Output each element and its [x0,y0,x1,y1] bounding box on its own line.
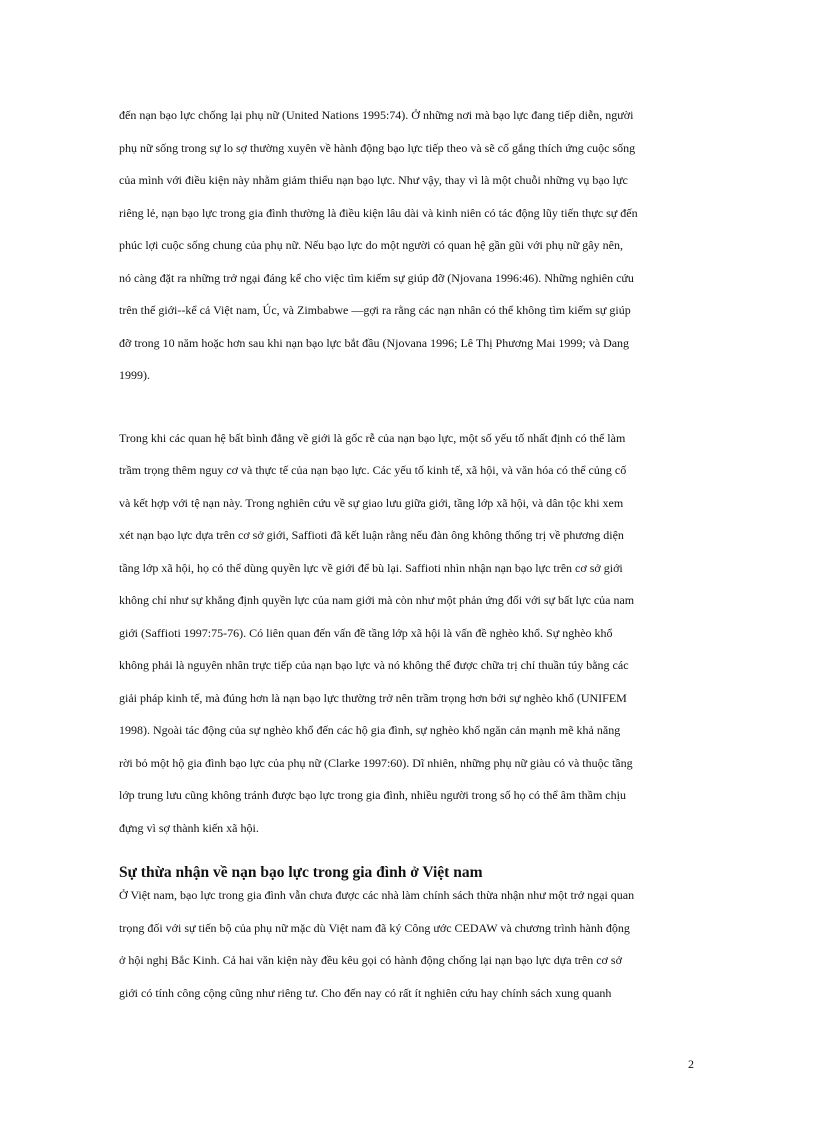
section-heading: Sự thừa nhận về nạn bạo lực trong gia đình ở Việt nam [119,864,483,881]
paragraph-1-line-1: đến nạn bạo lực chống lại phụ nữ (United Nations 1995:74). Ở những nơi mà bạo lực đang tiếp diễn, người [119,108,634,122]
paragraph-2-line-2: trầm trọng thêm nguy cơ và thực tế của nạn bạo lực. Các yếu tố kinh tế, xã hội, và văn hóa có thể củng cố [119,463,627,477]
paragraph-2-line-1: Trong khi các quan hệ bất bình đẳng về giới là gốc rễ của nạn bạo lực, một số yếu tố nhất định có thể làm [119,431,626,445]
paragraph-1-line-7: trên thế giới--kể cả Việt nam, Úc, và Zimbabwe —gợi ra rằng các nạn nhân có thể không tìm kiếm sự giúp [119,303,631,317]
paragraph-2-line-3: và kết hợp với tệ nạn này. Trong nghiên cứu về sự giao lưu giữa giới, tầng lớp xã hội, và dân tộc khi xem [119,496,624,510]
paragraph-2-line-10: 1998). Ngoài tác động của sự nghèo khổ đến các hộ gia đình, sự nghèo khổ ngăn cản mạnh mẽ khả năng [119,723,621,737]
paragraph-1-line-2: phụ nữ sống trong sự lo sợ thường xuyên về hành động bạo lực tiếp theo và sẽ cố gắng thích ứng cuộc sống [119,141,636,155]
paragraph-1-line-4: riêng lẻ, nạn bạo lực trong gia đình thường là điều kiện lâu dài và kinh niên có tác động lũy tiến thực sự đến [119,206,638,220]
paragraph-1-line-3: của mình với điều kiện này nhằm giảm thiểu nạn bạo lực. Như vậy, thay vì là một chuỗi những vụ bạo lực [119,173,628,187]
paragraph-2-line-9: giải pháp kinh tế, mà đúng hơn là nạn bạo lực thường trở nên trầm trọng hơn bởi sự nghèo khổ (UNIFEM [119,691,627,705]
paragraph-3-line-2: trọng đối với sự tiến bộ của phụ nữ mặc dù Việt nam đã ký Công ước CEDAW và chương trình hành động [119,921,630,935]
paragraph-1-line-5: phúc lợi cuộc sống chung của phụ nữ. Nếu bạo lực do một người có quan hệ gần gũi với phụ nữ gây nên, [119,238,623,252]
paragraph-2-line-12: lớp trung lưu cũng không tránh được bạo lực trong gia đình, nhiều người trong số họ có thể âm thầm chịu [119,788,626,802]
paragraph-2-line-8: không phải là nguyên nhân trực tiếp của nạn bạo lực và nó không thể được chữa trị chỉ thuần túy bằng các [119,658,629,672]
paragraph-2-line-11: rời bỏ một hộ gia đình bạo lực của phụ nữ (Clarke 1997:60). Dĩ nhiên, những phụ nữ giàu có và thuộc tầng [119,756,633,770]
paragraph-3-line-1: Ở Việt nam, bạo lực trong gia đình vẫn chưa được các nhà làm chính sách thừa nhận như một trở ngại quan [119,888,635,902]
page-number: 2 [688,1057,694,1071]
paragraph-2-line-5: tầng lớp xã hội, họ có thể dùng quyền lực về giới để bù lại. Saffioti nhìn nhận nạn bạo lực trên cơ sở giới [119,561,623,575]
paragraph-3-line-3: ở hội nghị Bắc Kinh. Cả hai văn kiện này đều kêu gọi có hành động chống lại nạn bạo lực dựa trên cơ sở [119,953,622,967]
paragraph-1-line-9: 1999). [119,368,150,382]
paragraph-1-line-8: đỡ trong 10 năm hoặc hơn sau khi nạn bạo lực bắt đầu (Njovana 1996; Lê Thị Phương Mai 1999; và Dang [119,336,630,350]
paragraph-3-line-4: giới có tính công cộng cũng như riêng tư. Cho đến nay có rất ít nghiên cứu hay chính sách xung quanh [119,986,612,1000]
paragraph-1-line-6: nó càng đặt ra những trở ngại đáng kể cho việc tìm kiếm sự giúp đỡ (Njovana 1996:46). Những nghiên cứu [119,271,634,285]
paragraph-2-line-13: đựng vì sợ thành kiến xã hội. [119,821,259,835]
paragraph-2-line-6: không chỉ như sự khẳng định quyền lực của nam giới mà còn như một phản ứng đối với sự bất lực của nam [119,593,635,607]
paragraph-2-line-4: xét nạn bạo lực dựa trên cơ sở giới, Saffioti đã kết luận rằng nếu đàn ông không thống trị về phương diện [119,528,624,542]
paragraph-2-line-7: giới (Saffioti 1997:75-76). Có liên quan đến vấn đề tầng lớp xã hội là vấn đề nghèo khổ. Sự nghèo khổ [119,626,613,640]
